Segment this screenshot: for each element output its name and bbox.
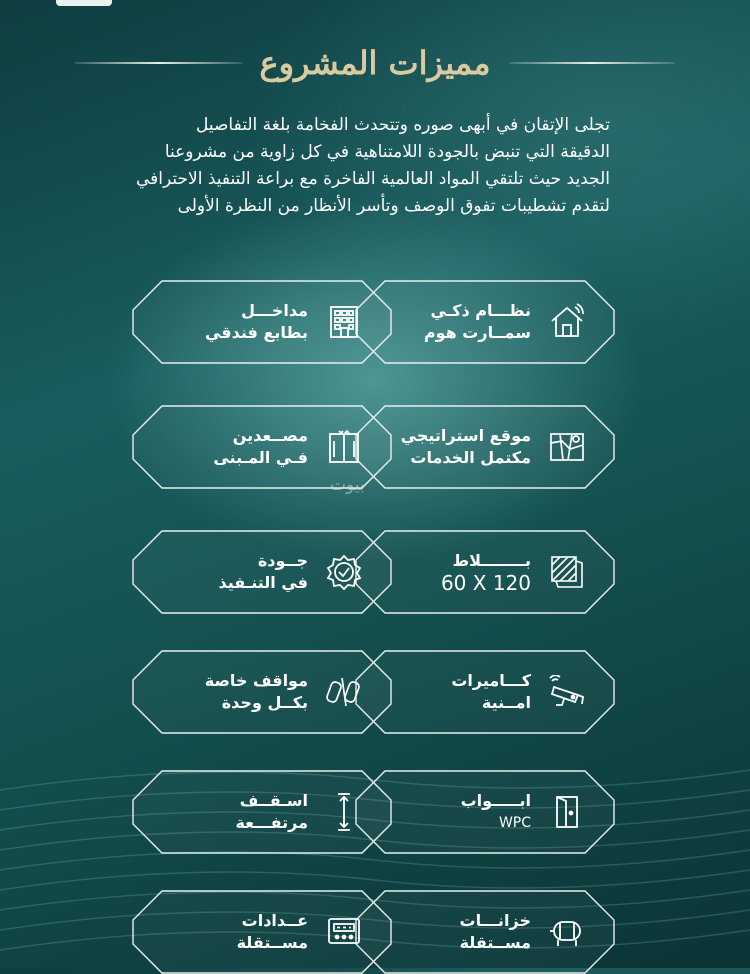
intro-line: لتقدم تشطيبات تفوق الوصف وتأسر الأنظار من النظرة الأولى <box>177 196 610 216</box>
feature-subtitle: في التنـفيذ <box>218 573 308 592</box>
feature-subtitle: امــنية <box>481 693 531 712</box>
feature-title: موقع استراتيجي <box>400 426 531 445</box>
elevator-icon <box>322 425 366 469</box>
feature-card-smart-home <box>355 280 615 364</box>
title-line-right <box>509 62 676 64</box>
page-title: مميزات المشروع <box>259 44 491 82</box>
feature-card-tiles <box>355 530 615 614</box>
feature-title: جــودة <box>257 551 308 570</box>
door-icon <box>545 790 589 834</box>
tiles-icon <box>545 550 589 594</box>
feature-title: ابـــــواب <box>460 791 531 810</box>
feature-title: عــدادات <box>241 911 308 930</box>
feature-card-doors <box>355 770 615 854</box>
feature-title: خزانـــات <box>459 911 531 930</box>
feature-subtitle: مســتقلة <box>459 933 531 952</box>
title-line-left <box>75 62 242 64</box>
ceiling-height-icon <box>322 790 366 834</box>
feature-card-water-tanks <box>355 890 615 974</box>
feature-card-high-ceilings <box>132 770 392 854</box>
feature-subtitle: مكتمل الخدمات <box>410 448 531 467</box>
car-parking-icon <box>322 670 366 714</box>
feature-title: بــــــــلاط <box>452 551 531 570</box>
feature-title: مصــعدين <box>232 426 308 445</box>
feature-title: كـــاميرات <box>451 671 531 690</box>
intro-line: الدقيقة التي تنبض بالجودة اللامتناهية في كل زاوية من مشروعنا <box>164 142 610 162</box>
feature-card-quality <box>132 530 392 614</box>
feature-card-meters <box>132 890 392 974</box>
feature-title: مداخـــل <box>241 301 308 320</box>
feature-title: مواقف خاصة <box>204 671 308 690</box>
feature-subtitle: مرتفـــعة <box>235 813 308 832</box>
intro-paragraph <box>120 112 610 220</box>
feature-subtitle: سمــارت هوم <box>423 323 531 342</box>
feature-card-location <box>355 405 615 489</box>
smart-home-icon <box>545 300 589 344</box>
feature-card-hotel-entrances <box>132 280 392 364</box>
feature-subtitle: مســتقلة <box>236 933 308 952</box>
feature-card-parking <box>132 650 392 734</box>
feature-subtitle: 60 X 120 <box>440 571 531 595</box>
meter-icon <box>322 910 366 954</box>
water-tank-icon <box>545 910 589 954</box>
feature-subtitle: WPC <box>498 815 531 831</box>
map-icon <box>545 425 589 469</box>
quality-badge-icon <box>322 550 366 594</box>
feature-title: اسـقــف <box>239 791 308 810</box>
feature-subtitle: بطابع فندقي <box>204 323 308 342</box>
feature-title: نظـــام ذكـي <box>430 301 531 320</box>
feature-card-cameras <box>355 650 615 734</box>
intro-line: الجديد حيث تلتقي المواد العالمية الفاخرة مع براعة التنفيذ الاحترافي <box>135 169 610 189</box>
camera-icon <box>545 670 589 714</box>
building-icon <box>322 300 366 344</box>
top-tab <box>56 0 112 6</box>
feature-subtitle: بكــل وحدة <box>221 693 308 712</box>
feature-card-elevators <box>132 405 392 489</box>
feature-subtitle: فـي المـبنى <box>213 448 308 467</box>
section-header <box>75 40 675 86</box>
intro-line: تجلى الإتقان في أبهى صوره وتتحدث الفخامة بلغة التفاصيل <box>195 115 610 135</box>
